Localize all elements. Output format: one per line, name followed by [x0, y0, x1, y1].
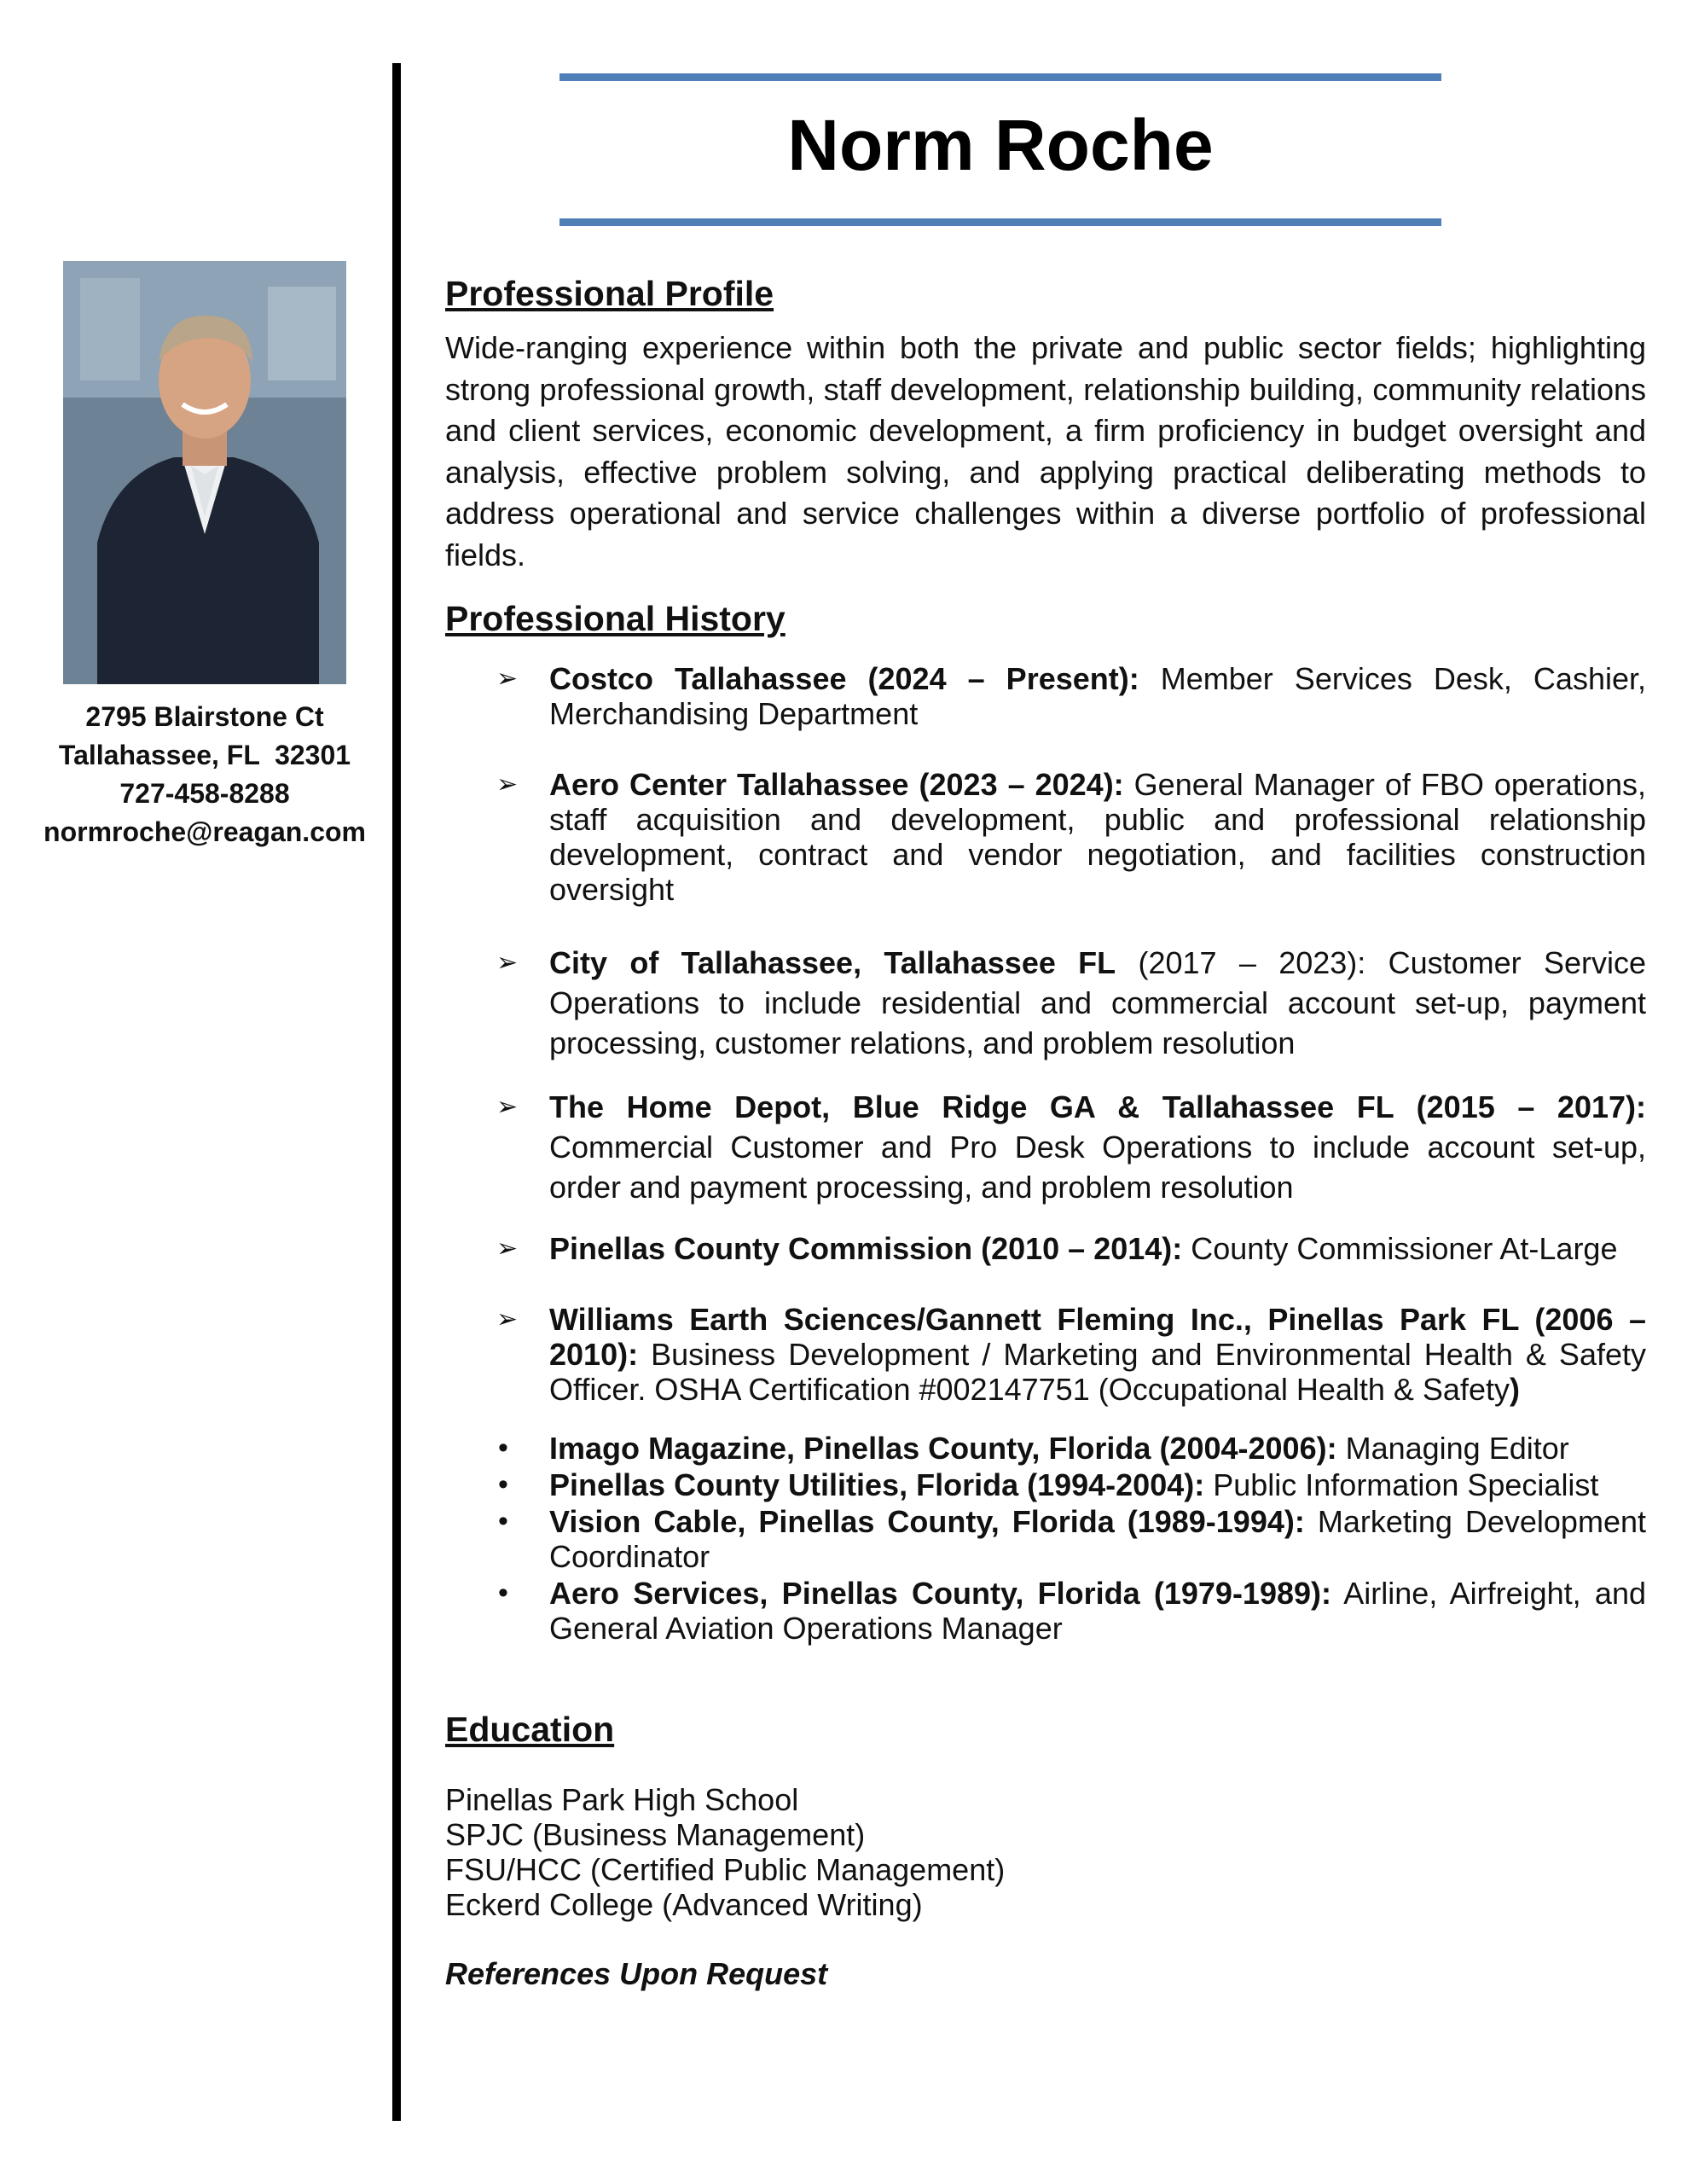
dot-bullet-icon: •: [498, 1468, 508, 1501]
history-bullet-item: [445, 1504, 1646, 1574]
history-bullet-heading: Imago Magazine, Pinellas County, Florida (2004-2006):: [549, 1431, 1337, 1466]
history-item-detail: Business Development / Marketing and Environmental Health & Safety Officer. OSHA Certification #002147751 (Occupational Health & Safety: [549, 1337, 1646, 1407]
dot-bullet-icon: •: [498, 1505, 508, 1537]
profile-photo: [63, 261, 346, 684]
history-item-detail: County Commissioner At-Large: [1182, 1231, 1618, 1266]
history-item-heading: Aero Center Tallahassee (2023 – 2024):: [549, 767, 1124, 802]
history-item-heading: The Home Depot, Blue Ridge GA & Tallahassee FL (2015 – 2017):: [549, 1089, 1646, 1124]
history-item: [445, 1302, 1646, 1407]
profile-title: Professional Profile: [445, 274, 774, 313]
history-item-heading: Williams Earth Sciences/Gannett Fleming Inc., Pinellas Park FL (2006 – 2010):: [549, 1302, 1646, 1372]
history-bullet-item: [445, 1431, 1646, 1466]
references-note: References Upon Request: [445, 1956, 828, 1991]
education-list: [445, 1782, 1646, 1922]
contact-email: normroche@reagan.com: [43, 816, 366, 847]
column-divider: [392, 63, 401, 2121]
education-item: SPJC (Business Management): [445, 1817, 866, 1852]
main-content: [445, 271, 1646, 1991]
education-item: Eckerd College (Advanced Writing): [445, 1887, 923, 1922]
history-item-detail: (2017 – 2023): Customer Service Operations to include residential and commercial account set-up, payment processing, customer relations, and problem resolution: [549, 945, 1647, 1060]
history-bullet-heading: Vision Cable, Pinellas County, Florida (1989-1994):: [549, 1504, 1305, 1539]
history-bullet-detail: Marketing Development Coordinator: [549, 1504, 1646, 1574]
history-item: [445, 943, 1646, 1063]
history-item: [445, 661, 1646, 731]
profile-text: Wide-ranging experience within both the private and public sector fields; highlighting strong professional growth, staff development, relationship building, community relations and client services, economic development, a firm proficiency in budget oversight and analysis, effective problem solving, and applying practical deliberating methods to address operational and service challenges within a diverse portfolio of professional fields.: [445, 330, 1646, 572]
history-bullet-detail: Managing Editor: [1336, 1431, 1569, 1466]
contact-block: [0, 698, 409, 851]
dot-bullet-icon: •: [498, 1432, 508, 1464]
contact-street: 2795 Blairstone Ct: [85, 701, 324, 732]
arrow-bullet-icon: ➢: [496, 665, 519, 693]
history-arrow-list: [445, 661, 1646, 1407]
candidate-name: Norm Roche: [787, 105, 1214, 185]
education-title: Education: [445, 1710, 615, 1749]
header-bottom-rule: [559, 218, 1441, 226]
history-item-detail: Commercial Customer and Pro Desk Operations to include account set-up, order and payment processing, and problem resolution: [549, 1130, 1646, 1205]
history-title: Professional History: [445, 599, 786, 638]
arrow-bullet-icon: ➢: [496, 770, 519, 799]
arrow-bullet-icon: ➢: [496, 1093, 519, 1121]
history-item-detail: Member Services Desk, Cashier, Merchandising Department: [549, 661, 1646, 731]
profile-photo-illustration: [63, 261, 346, 684]
arrow-bullet-icon: ➢: [496, 1305, 519, 1333]
history-bullet-heading: Aero Services, Pinellas County, Florida (1979-1989):: [549, 1576, 1331, 1611]
contact-phone: 727-458-8288: [119, 778, 290, 809]
arrow-bullet-icon: ➢: [496, 949, 519, 977]
header-top-rule: [559, 73, 1441, 81]
arrow-bullet-icon: ➢: [496, 1234, 519, 1263]
history-item: [445, 1231, 1646, 1266]
history-item-tail: ): [1509, 1372, 1520, 1407]
education-item: Pinellas Park High School: [445, 1782, 799, 1817]
history-bullet-list: [445, 1431, 1646, 1646]
history-item: [445, 1087, 1646, 1207]
history-bullet-item: [445, 1576, 1646, 1646]
history-item: [445, 767, 1646, 907]
contact-city-state-zip: Tallahassee, FL 32301: [58, 740, 351, 770]
history-bullet-heading: Pinellas County Utilities, Florida (1994-2004):: [549, 1467, 1205, 1502]
education-item: FSU/HCC (Certified Public Management): [445, 1852, 1006, 1887]
history-bullet-detail: Airline, Airfreight, and General Aviation Operations Manager: [549, 1576, 1646, 1646]
history-item-heading: Costco Tallahassee (2024 – Present):: [549, 661, 1139, 696]
history-bullet-item: [445, 1467, 1646, 1502]
history-item-heading: Pinellas County Commission (2010 – 2014):: [549, 1231, 1183, 1266]
history-item-heading: City of Tallahassee, Tallahassee FL: [549, 945, 1116, 980]
history-bullet-detail: Public Information Specialist: [1204, 1467, 1599, 1502]
history-item-detail: General Manager of FBO operations, staff acquisition and development, public and professional relationship development, contract and vendor negotiation, and facilities construction oversight: [549, 767, 1646, 907]
dot-bullet-icon: •: [498, 1577, 508, 1609]
